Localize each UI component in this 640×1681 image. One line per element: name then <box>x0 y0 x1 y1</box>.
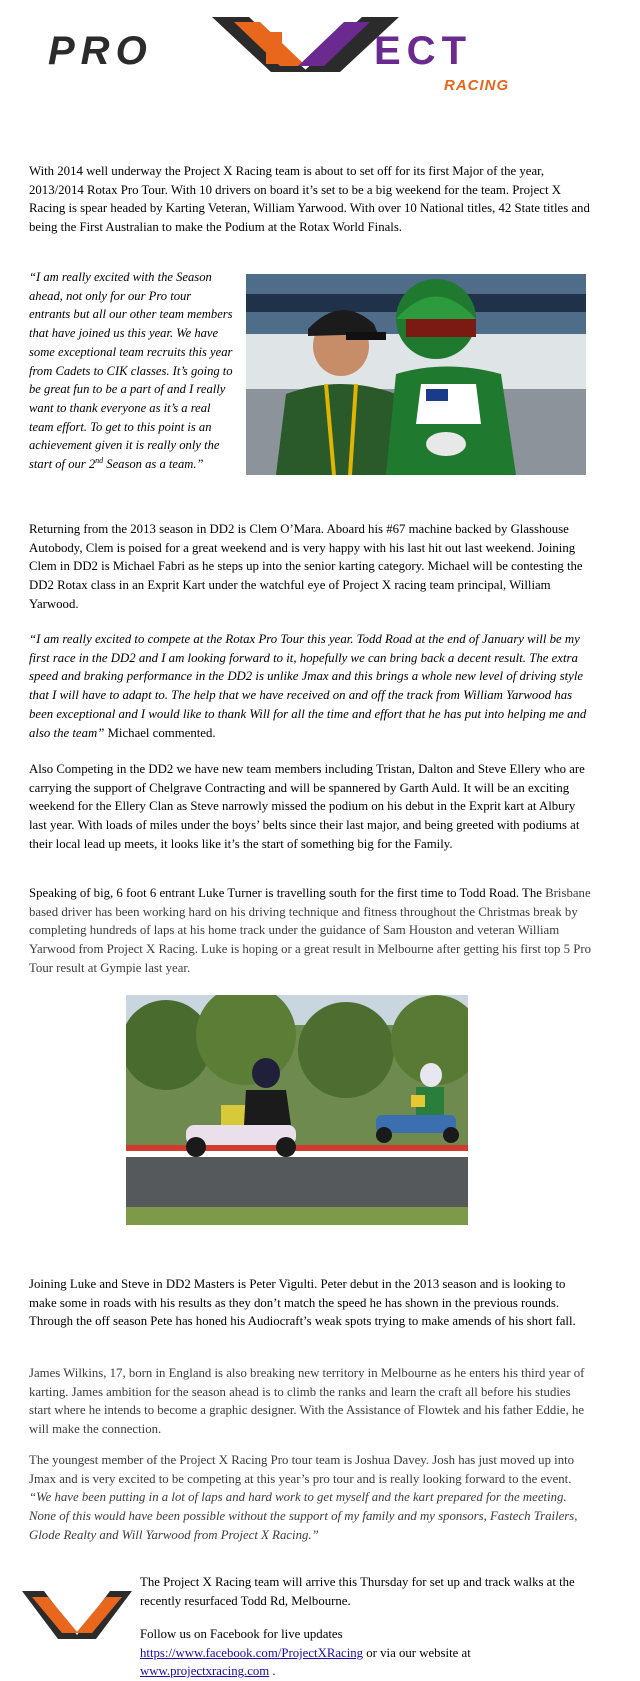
joshua-text: The youngest member of the Project X Racing Pro tour team is Joshua Davey. Josh has just moved up into Jmax and is very excited to be competing at this year’s pro tour and is really looking forward to the event. <box>29 1453 575 1486</box>
joshua-davey-paragraph <box>29 1451 591 1545</box>
follow-mid-text: or via our website at <box>363 1645 471 1660</box>
luke-text-b: Brisbane based driver has been working hard on his driving technique and fitness throughout the Christmas break by completing hundreds of laps at his home track under the guidance of Sam Houston and veteran William Yarwood from Project X Racing. Luke is hoping or a great result in Melbourne after getting his first top 5 Pro Tour result at Gympie last year. <box>29 886 592 975</box>
logo-text-racing: RACING <box>444 77 510 94</box>
james-wilkins-paragraph: James Wilkins, 17, born in England is also breaking new territory in Melbourne as he enters his third year of karting. James ambition for the season ahead is to climb the ranks and learn the craft all before his studies start where he intends to become a graphic designer. With the Assistance of Flowtek and his father Eddie, he will make the connection. <box>29 1366 585 1437</box>
project-x-racing-logo <box>44 14 574 94</box>
william-quote <box>29 268 234 474</box>
project-x-small-logo <box>22 1591 132 1639</box>
clem-michael-paragraph: Returning from the 2013 season in DD2 is Clem O’Mara. Aboard his #67 machine backed by Glasshouse Autobody, Clem is poised for a great weekend and is very happy with his last hit out last weekend. Joining Clem in DD2 is Michael Fabri as he steps up into the senior karting category. Michael will be contesting the DD2 Rotax class in an Exprit Kart under the watchful eye of Project X racing team principal, William Yarwood. <box>29 522 583 611</box>
quote-text: “I am really excited with the Season ahead, not only for our Pro tour entrants but all our other team members that have joined us this year. We have some exceptional team recruits this year from Cadets to CIK classes. It’s going to be great fun to be a part of and I really want to thank everyone as it’s a real team effort. To get to this point is an achievement given it is really only the start of our 2 <box>29 270 233 472</box>
follow-text: Follow us on Facebook for live updates <box>140 1627 343 1641</box>
arrival-paragraph: The Project X Racing team will arrive this Thursday for set up and track walks at the recently resurfaced Todd Rd, Melbourne. <box>140 1575 575 1608</box>
michael-quote-text: “I am really excited to compete at the Rotax Pro Tour this year. Todd Road at the end of January will be my first race in the DD2 and I am looking forward to it, hopefully we can bring back a decent result. The extra speed and braking performance in the DD2 is unlike Jmax and this brings a whole new level of driving style that I will have to adapt to. The help that we have received on and off the track from William Yarwood has been exceptional and I would like to thank Will for all the time and effort that he has put into helping me and also the team” <box>29 632 587 740</box>
michael-quote-attribution: Michael commented. <box>104 725 216 740</box>
follow-paragraph <box>140 1625 590 1681</box>
logo-text-ect: ECT <box>374 29 472 73</box>
joshua-quote: “We have been putting in a lot of laps and hard work to get myself and the kart prepared for the meeting. None of this would have been possible without the support of my family and my sponsors, Fastech Trailers, Glode Realty and Will Yarwood from Project X Racing.” <box>29 1490 578 1542</box>
luke-text-a: Speaking of big, 6 foot 6 entrant Luke Turner is travelling south for the first time to Todd Road. The <box>29 886 542 900</box>
intro-paragraph: With 2014 well underway the Project X Racing team is about to set off for its first Major of the year, 2013/2014 Rotax Pro Tour. With 10 drivers on board it’s set to be a big weekend for the team. Project X Racing is spear headed by Karting Veteran, William Yarwood. With over 10 National titles, 42 State titles and being the First Australian to make the Podium at the Rotax World Finals. <box>29 164 590 235</box>
quote-superscript: nd <box>95 455 104 465</box>
follow-end-text: . <box>269 1664 276 1679</box>
luke-turner-paragraph <box>29 884 591 978</box>
website-link[interactable]: www.projectxracing.com <box>140 1664 270 1679</box>
karting-photo <box>126 995 468 1225</box>
quote-text-end: Season as a team.” <box>103 457 204 472</box>
logo-text-pro: PRO <box>48 29 153 73</box>
peter-vigulti-paragraph: Joining Luke and Steve in DD2 Masters is Peter Vigulti. Peter debut in the 2013 season and is looking to make some in roads with his results as they don’t match the speed he has shown in the previous rounds. Through the off season Pete has honed his Audiocraft’s weak spots trying to make amends of his short fall. <box>29 1277 576 1329</box>
michael-quote <box>29 630 591 742</box>
facebook-link[interactable]: https://www.facebook.com/ProjectXRacing <box>140 1645 364 1660</box>
drivers-photo <box>246 274 586 475</box>
ellery-paragraph: Also Competing in the DD2 we have new team members including Tristan, Dalton and Steve Ellery who are carrying the support of Chelgrave Contracting and will be spannered by Garth Auld. It will be an exciting weekend for the Ellery Clan as Steve narrowly missed the podium on his debut in the Exprit kart at Albury last year. With loads of miles under the boys’ belts since their last major, and being greeted with podiums at their local lead up meets, it looks like it’s the start of something big for the Family. <box>29 762 585 851</box>
